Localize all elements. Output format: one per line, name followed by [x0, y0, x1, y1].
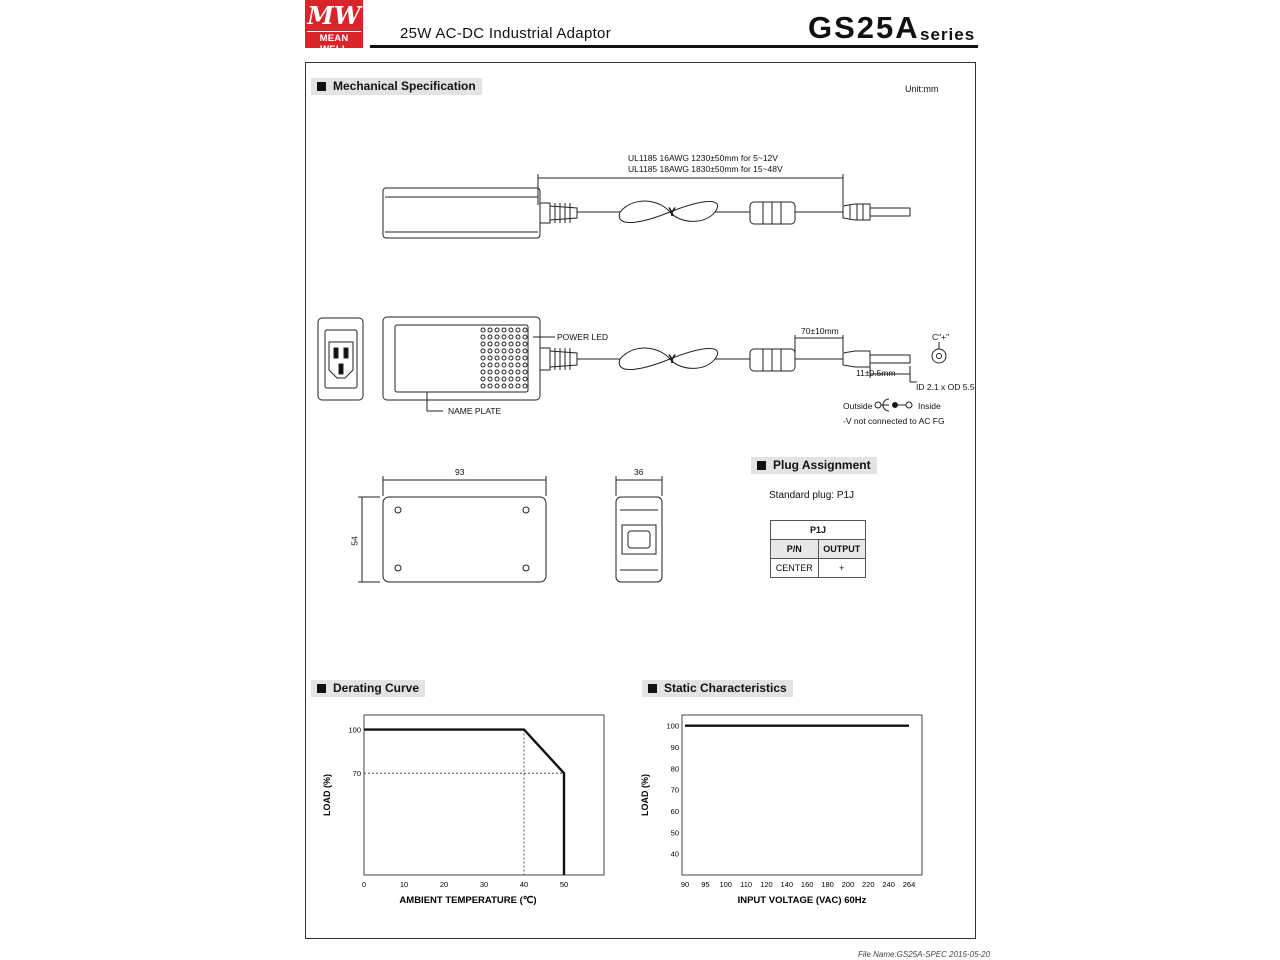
static-y-tick-4: 60: [670, 807, 679, 816]
static-chart: [638, 710, 928, 910]
logo-mw-mark: MW: [307, 1, 361, 30]
col-header-output: OUTPUT: [818, 540, 866, 559]
polarity-inside-label: Inside: [918, 401, 941, 411]
static-y-tick-3: 70: [670, 785, 679, 795]
derating-xlabel: AMBIENT TEMPERATURE (℃): [399, 895, 537, 906]
name-plate-label: NAME PLATE: [448, 406, 502, 416]
static-x-tick-9: 220: [862, 880, 875, 889]
derating-ylabel: LOAD (%): [322, 774, 332, 816]
static-plot-area: [682, 715, 922, 875]
section-plug-title: Plug Assignment: [751, 457, 877, 474]
static-x-tick-5: 140: [780, 880, 794, 889]
polarity-symbol-icon: [875, 399, 912, 411]
width-dimension: 93: [455, 467, 465, 477]
derating-curve-line: [364, 730, 564, 875]
derating-x-tick-5: 50: [559, 880, 569, 889]
static-x-tick-11: 264: [902, 880, 916, 889]
standard-plug-text: Standard plug: P1J: [769, 490, 855, 501]
section-mechanical-title: Mechanical Specification: [311, 78, 482, 95]
static-y-tick-2: 80: [670, 764, 679, 774]
polarity-outside-label: Outside: [843, 401, 873, 411]
derating-x-tick-3: 30: [479, 880, 489, 889]
depth-dimension: 36: [634, 467, 644, 477]
section-derating-title: Derating Curve: [311, 680, 425, 697]
section-square-icon: [317, 82, 326, 91]
outline-dimension-drawing: [350, 470, 680, 590]
footer-file-info: [858, 950, 990, 959]
static-y-tick-6: 40: [670, 849, 679, 859]
plug-cable-dimension: 70±10mm: [801, 326, 839, 336]
static-x-tick-2: 100: [719, 880, 732, 889]
static-x-tick-8: 200: [841, 880, 855, 889]
adaptor-top-view: [383, 188, 910, 238]
logo-brand-text: MEAN WELL: [307, 31, 361, 55]
cell-pn: CENTER: [771, 559, 819, 578]
series-label: series: [920, 25, 976, 44]
footer-date: 2015-05-20: [949, 950, 991, 959]
svg-text:Y: Y: [668, 352, 677, 366]
section-static-title: Static Characteristics: [642, 680, 793, 697]
static-y-tick-1: 90: [670, 743, 679, 752]
col-header-pn: P/N: [771, 540, 819, 559]
static-x-tick-0: 90: [680, 880, 690, 889]
derating-y-tick-0: 100: [348, 725, 361, 735]
static-x-tick-3: 110: [740, 880, 753, 889]
adaptor-side-view-inlet: [318, 318, 363, 400]
static-x-tick-7: 180: [821, 880, 834, 889]
derating-chart: [320, 710, 610, 910]
section-square-icon: [648, 684, 657, 693]
derating-plot-area: [364, 715, 604, 875]
polarity-center-label: C"+": [932, 332, 950, 342]
mean-well-logo: [305, 0, 363, 55]
derating-x-tick-1: 10: [399, 880, 409, 889]
vent-grid: [481, 328, 527, 388]
static-x-tick-4: 120: [760, 880, 773, 889]
plug-assignment-table: [770, 520, 866, 578]
dc-plug-face-icon: [932, 342, 946, 363]
static-x-tick-1: 95: [701, 880, 710, 889]
derating-y-tick-1: 70: [352, 769, 361, 779]
cell-output: +: [818, 559, 866, 578]
static-ylabel: LOAD (%): [640, 774, 650, 816]
static-y-tick-5: 50: [670, 828, 679, 838]
static-x-tick-10: 240: [882, 880, 895, 889]
document-subtitle: 25W AC-DC Industrial Adaptor: [400, 25, 611, 42]
section-square-icon: [317, 684, 326, 693]
footer-file-name: File Name:GS25A-SPEC: [858, 950, 947, 959]
cable-spec-line1: UL1185 16AWG 1230±50mm for 5~12V: [628, 153, 778, 163]
power-led-label: POWER LED: [557, 332, 609, 342]
plug-table-title: P1J: [771, 521, 866, 540]
derating-x-tick-2: 20: [439, 880, 449, 889]
plug-diameter-label: ID 2.1 x OD 5.5: [916, 382, 975, 392]
header-rule: [370, 45, 978, 48]
static-x-tick-6: 160: [800, 880, 814, 889]
static-xlabel: INPUT VOLTAGE (VAC) 60Hz: [737, 895, 867, 906]
derating-x-tick-4: 40: [519, 880, 529, 889]
section-square-icon: [757, 461, 766, 470]
fg-note: -V not connected to AC FG: [843, 416, 945, 426]
adaptor-front-outline: [383, 497, 546, 582]
static-y-tick-0: 100: [666, 721, 679, 731]
unit-label: Unit:mm: [905, 84, 939, 94]
model-name: GS25A: [808, 10, 920, 45]
plug-length-dimension: 11±0.5mm: [856, 368, 896, 378]
derating-x-tick-0: 0: [361, 880, 367, 889]
svg-text:Y: Y: [668, 205, 677, 219]
cable-spec-line2: UL1185 18AWG 1830±50mm for 15~48V: [628, 164, 783, 174]
height-dimension: 54: [349, 536, 360, 546]
